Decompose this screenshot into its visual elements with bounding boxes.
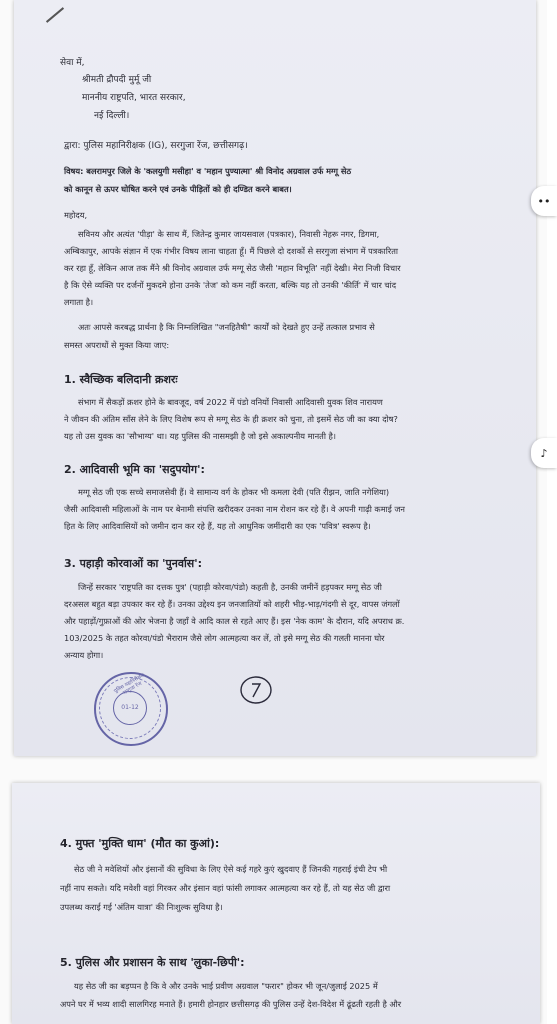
section-5-line-2: अपने घर में भव्य शादी सालगिरह मनाते हैं। हमारी होनहार छत्तीसगढ़ की पुलिस उन्हें देश-विदेश में ढूंढती रहती है और — [60, 999, 402, 1009]
intro-line-5: लगाता है। — [64, 297, 94, 307]
section-3-line-1: जिन्हें सरकार 'राष्ट्रपति का दत्तक पुत्र' (पहाड़ी कोरवा/पंडो) कहती है, उनकी जमीनें हड़पकर मग्गू सेठ जी — [78, 582, 382, 592]
seal-text: पुलिस महानिरीक्षक सरगुजा रेंज — [113, 672, 146, 697]
seal-center-date: 01-12 — [113, 691, 147, 725]
section-3-heading: 3. पहाड़ी कोरवाओं का 'पुनर्वास': — [64, 557, 203, 570]
request-line-2: समस्त अपराधों से मुक्त किया जाए: — [64, 340, 170, 350]
official-seal — [94, 672, 168, 746]
intro-line-1: सविनय और अत्यंत 'पीड़ा' के साथ मैं, जितेन्द्र कुमार जायसवाल (पत्रकार), निवासी नेहरू नगर, डिगमा, — [78, 229, 380, 239]
section-4-line-3: उपलब्ध कराई गई 'अंतिम यात्रा' की निःशुल्क सुविधा है। — [60, 902, 223, 912]
intro-line-3: कर रहा हूँ, लेकिन आज तक मैंने श्री विनोद अग्रवाल उर्फ मग्गू सेठ जैसी 'महान विभूति' नहीं देखी। मेरा निजी विचार — [64, 263, 401, 273]
intro-line-4: है कि ऐसे व्यक्ति पर दर्जनों मुकदमे होना उनके 'तेज' को कम नहीं करता, बल्कि यह तो उनकी 'कीर्ति' में चार चांद — [64, 280, 397, 290]
intro-line-2: अम्बिकापुर, आपके संज्ञान में एक गंभीर विषय लाना चाहता हूँ। मैं पिछले दो दशकों से सरगुजा संभाग में पत्रकारिता — [64, 246, 398, 256]
section-4-line-1: सेठ जी ने मवेशियों और इंसानों की सुविधा के लिए ऐसे कई गहरे कुएं खुदवाए हैं जिनकी गहराई इंची टेप भी — [74, 864, 388, 874]
section-3-line-3: और पहाड़ों/गुफ़ाओं की ओर भेजना है जहाँ वे आदि काल से रहते आए हैं। इस 'नेक काम' के दौरान, यदि अपराध क्र. — [64, 616, 405, 626]
addressee-name: श्रीमती द्रौपदी मुर्मू जी — [82, 75, 152, 85]
subject-line-2: को कानून से ऊपर घोषित करने एवं उनके पीड़ितों को ही दण्डित करने बाबत। — [64, 184, 292, 194]
section-2-line-3: हित के लिए आदिवासियों को जमीन दान कर रहे हैं, यह तो आधुनिक जमींदारी का एक 'पवित्र' स्वरूप है। — [64, 521, 371, 531]
document-page-2 — [12, 783, 540, 1024]
subject-line-1: विषय: बलरामपुर जिले के 'कलयुगी मसीहा' व 'महान पुण्यात्मा' श्री विनोद अग्रवाल उर्फ मग्गू सेठ — [64, 166, 352, 176]
section-3-line-5: अन्याय होगा। — [64, 650, 104, 660]
salutation: सेवा में, — [60, 58, 85, 68]
pen-mark — [46, 7, 64, 23]
document-page-1 — [14, 0, 536, 756]
more-options-icon[interactable]: •• — [531, 186, 557, 216]
signature-mark — [239, 674, 273, 706]
section-1-line-2: ने जीवन की अंतिम साँस लेने के लिए विशेष रूप से मग्गू सेठ के ही क्रशर को चुना, तो इसमें सेठ जी का क्या दोष? — [64, 414, 398, 424]
section-4-heading: 4. मुफ्त 'मुक्ति धाम' (मौत का कुआं): — [60, 837, 220, 850]
section-5-line-1: यह सेठ जी का बड़प्पन है कि वे और उनके भाई प्रवीण अग्रवाल "फरार" होकर भी जून/जुलाई 2025 में — [74, 981, 378, 991]
request-line-1: अतः आपसे करबद्ध प्रार्थना है कि निम्नलिखित "जनहितैषी" कार्यों को देखते हुए उन्हें तत्काल प्रभाव से — [78, 322, 375, 332]
section-2-line-2: जैसी आदिवासी महिलाओं के नाम पर बेनामी संपत्ति खरीदकर उनका नाम रोशन कर रहे हैं। वे अपनी गाढ़ी कमाई जन — [64, 504, 405, 514]
section-3-line-2: दरअसल बहुत बड़ा उपकार कर रहे हैं। उनका उद्देश्य इन जनजातियों को शहरी भीड़-भाड़/गंदगी से दूर, वापस जंगलों — [64, 599, 400, 609]
section-4-line-2: नहीं नाप सकते। यदि मवेशी वहां गिरकर और इंसान वहां फांसी लगाकर आत्महत्या कर रहे हैं, तो यह सेठ जी द्वारा — [60, 883, 391, 893]
section-1-line-3: यह तो उस युवक का 'सौभाग्य' था। यह पुलिस की नासमझी है जो इसे अकाल्पनीय मानती है। — [64, 431, 336, 441]
addressee-title: माननीय राष्ट्रपति, भारत सरकार, — [82, 93, 186, 103]
section-2-heading: 2. आदिवासी भूमि का 'सदुपयोग': — [64, 463, 205, 476]
section-1-heading: 1. स्वैच्छिक बलिदानी क्रशरः — [64, 373, 178, 386]
section-1-line-1: संभाग में सैकड़ों क्रशर होने के बावजूद, वर्ष 2022 में पंडो वनियों निवासी आदिवासी युवक शिव नारायण — [78, 397, 383, 407]
via-line: द्वारा: पुलिस महानिरीक्षक (IG), सरगुजा रेंज, छत्तीसगढ़। — [64, 141, 248, 151]
music-note-icon[interactable]: ♪ — [531, 438, 557, 468]
section-5-heading: 5. पुलिस और प्रशासन के साथ 'लुका-छिपी': — [60, 956, 245, 969]
addressee-city: नई दिल्ली। — [94, 111, 130, 121]
section-3-line-4: 103/2025 के तहत कोरवा/पंडो भैराराम जैसे लोग आत्महत्या कर लें, तो इसे मग्गू सेठ की गलती मानना घोर — [64, 633, 385, 643]
addressee-greeting: महोदय, — [64, 210, 88, 220]
section-2-line-1: मग्गू सेठ जी एक सच्चे समाजसेवी हैं। वे सामान्य वर्ग के होकर भी कमला देवी (पति रीझन, जाति नगेशिया) — [78, 487, 390, 497]
